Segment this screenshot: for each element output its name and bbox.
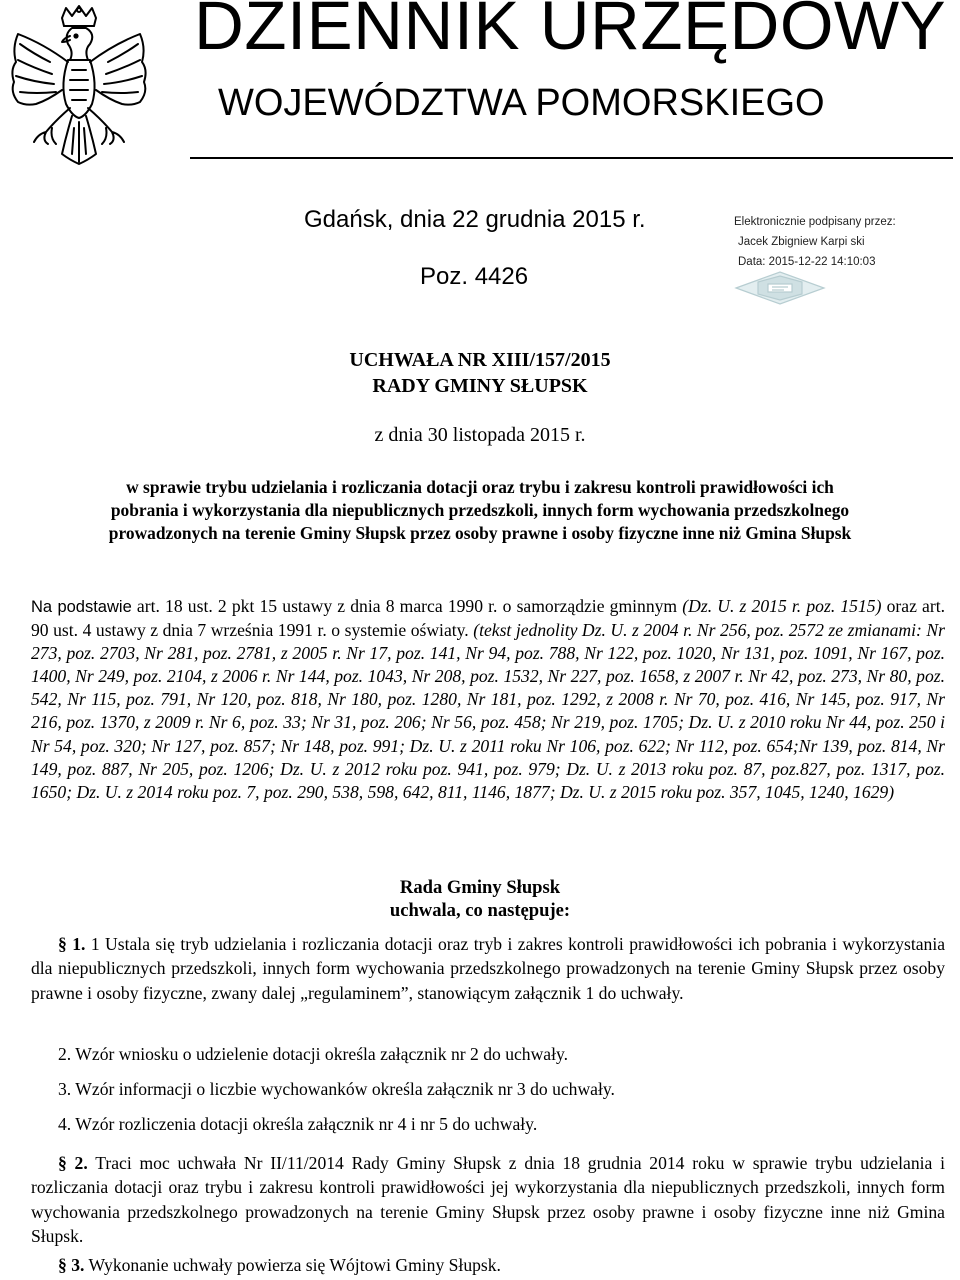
position-number: Poz. 4426: [420, 263, 529, 290]
section-1-item-4: 4. Wzór rozliczenia dotacji określa załącznik nr 4 i nr 5 do uchwały.: [58, 1114, 538, 1134]
legal-basis: [31, 595, 945, 804]
place-date: Gdańsk, dnia 22 grudnia 2015 r.: [304, 206, 646, 233]
resolution-body: RADY GMINY SŁUPSK: [372, 375, 588, 397]
signature-date: Data: 2015-12-22 14:10:03: [738, 256, 876, 268]
resolution-subject: [20, 476, 940, 545]
gazette-title: DZIENNIK URZĘDOWY: [194, 0, 947, 64]
section-1-mark: § 1.: [58, 934, 86, 954]
subject-line: w sprawie trybu udzielania i rozliczania dotacji oraz trybu i zakresu kontroli prawidłowości ich: [126, 477, 834, 497]
section-1-item-2: 2. Wzór wniosku o udzielenie dotacji określa załącznik nr 2 do uchwały.: [58, 1044, 569, 1064]
council-decides: uchwala, co następuje:: [389, 900, 571, 921]
legal-basis-citation: (Dz. U. z 2015 r. poz. 1515): [682, 596, 882, 616]
section-1-item-3: 3. Wzór informacji o liczbie wychowanków określa załącznik nr 3 do uchwały.: [58, 1079, 615, 1099]
subject-line: prowadzonych na terenie Gminy Słupsk przez osoby prawne i osoby fizyczne inne niż Gmina Słupsk: [108, 523, 852, 543]
resolution-date: z dnia 30 listopada 2015 r.: [374, 424, 586, 446]
section-3-mark: § 3.: [58, 1255, 85, 1275]
section-3-text: Wykonanie uchwały powierza się Wójtowi Gminy Słupsk.: [84, 1255, 501, 1275]
section-3: [58, 1253, 501, 1277]
section-2: [31, 1151, 945, 1249]
section-1: [31, 932, 945, 1005]
header-divider: [190, 157, 953, 159]
coat-of-arms-eagle-icon: [4, 4, 154, 170]
council-name: Rada Gminy Słupsk: [399, 877, 561, 898]
resolution-number: UCHWAŁA NR XIII/157/2015: [349, 349, 611, 371]
signature-stamp-icon: [732, 268, 828, 308]
subject-line: pobrania i wykorzystania dla niepublicznych przedszkoli, innych form wychowania przedszkolnego: [110, 500, 850, 520]
section-2-mark: § 2.: [58, 1153, 88, 1173]
signature-signer: Jacek Zbigniew Karpi ski: [738, 236, 865, 248]
section-1-text: 1 Ustala się tryb udzielania i rozliczania dotacji oraz tryb i zakres kontroli prawidłowości ich pobrania i wykorzystania dla niepublicznych przedszkoli, innych form wychowania przedszkolnego prowadzonych na terenie Gminy Słupsk przez osoby prawne i osoby fizyczne, zwany dalej „regulaminem”, stanowiącym załącznik 1 do uchwały.: [31, 934, 946, 1003]
legal-basis-text: art. 18 ust. 2 pkt 15 ustawy z dnia 8 marca 1990 r. o samorządzie gminnym: [131, 596, 683, 616]
legal-basis-text-2: oraz art. 90 ust. 4 ustawy z dnia 7 września 1991 r. o systemie oświaty.: [31, 596, 945, 641]
gazette-subtitle: WOJEWÓDZTWA POMORSKIEGO: [218, 82, 825, 124]
legal-basis-lead: Na podstawie: [31, 598, 132, 616]
legal-basis-citation-2: (tekst jednolity Dz. U. z 2004 r. Nr 256, poz. 2572 ze zmianami: Nr 273, poz. 2703, Nr 281, poz. 2781, z 2005 r. Nr 17, poz. 141, Nr 94, poz. 788, Nr 122, poz. 1020, Nr 131, poz. 1091, Nr 167, poz. 1400, Nr 249, poz. 2104, z 2006 r. Nr 144, poz. 1043, Nr 208, poz. 1532, Nr 227, poz. 1658, z 2007 r. Nr 42, poz. 273, Nr 80, poz. 542, Nr 115, poz. 791, Nr 120, poz. 818, Nr 180, poz. 1280, Nr 181, poz. 1292, z 2008 r. Nr 70, poz. 416, Nr 145, poz. 917, Nr 216, poz. 1370, z 2009 r. Nr 6, poz. 33; Nr 31, poz. 206; Nr 56, poz. 458; Nr 219, poz. 1705; Dz. U. z 2010 roku Nr 44, poz. 250 i Nr 54, poz. 320; Nr 127, poz. 857; Nr 148, poz. 991; Dz. U. z 2011 roku Nr 106, poz. 622; Nr 112, poz. 654;Nr 139, poz. 814, Nr 149, poz. 887, Nr 205, poz. 1206; Dz. U. z 2012 roku poz. 941, poz. 979; Dz. U. z 2013 roku poz. 87, poz.827, poz. 1317, poz. 1650; Dz. U. z 2014 roku poz. 7, poz. 290, 538, 598, 642, 811, 1146, 1877; Dz. U. z 2015 roku poz. 357, 1045, 1240, 1629): [31, 620, 945, 802]
section-2-text: Traci moc uchwała Nr II/11/2014 Rady Gminy Słupsk z dnia 18 grudnia 2014 roku w sprawie trybu udzielania i rozliczania dotacji oraz trybu i zakresu kontroli prawidłowości jej wykorzystania dla niepublicznych przedszkoli, innych form wychowania przedszkolnego prowadzonych na terenie Gminy Słupsk przez osoby prawne i osoby fizyczne inne niż Gmina Słupsk.: [31, 1153, 946, 1247]
signature-label: Elektronicznie podpisany przez:: [734, 216, 896, 228]
